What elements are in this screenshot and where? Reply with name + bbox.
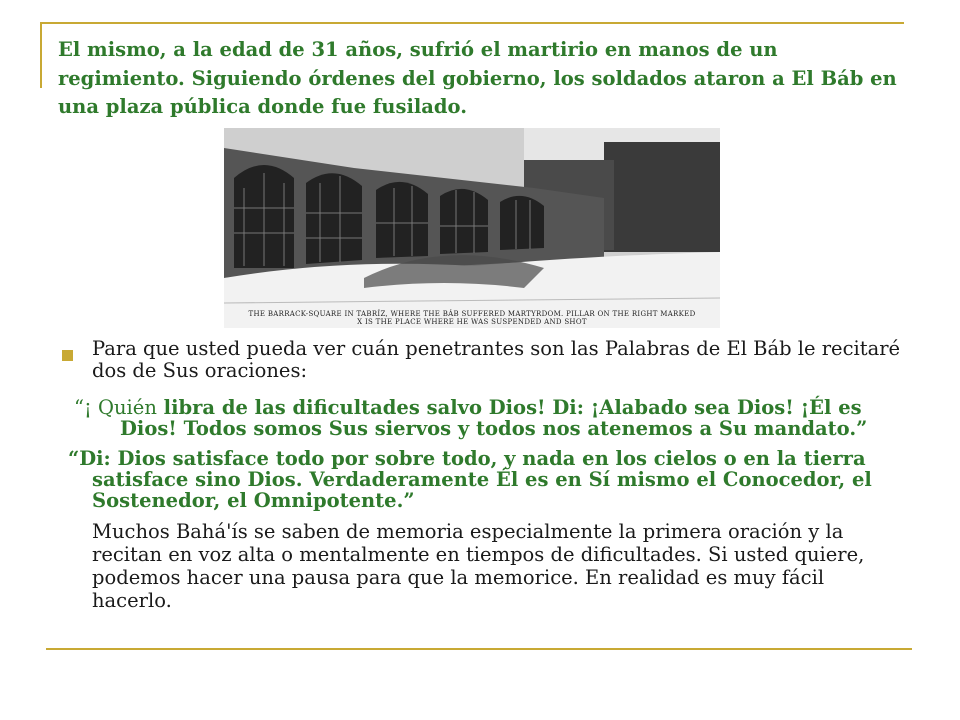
caption-line-2: X IS THE PLACE WHERE HE WAS SUSPENDED AND SHOT bbox=[357, 318, 587, 326]
top-rule-vertical bbox=[40, 22, 42, 88]
prayer-quote-2: “Di: Dios satisface todo por sobre todo, y nada en los cielos o en la tierra satisface sino Dios. Verdaderamente Él es en Sí mismo el Conocedor, el Sostenedor, el Omnipotente.” bbox=[68, 447, 872, 512]
historical-photo bbox=[224, 128, 720, 328]
prayer-quote-1-text: libra de las dificultades salvo Dios! Di: ¡Alabado sea Dios! ¡Él es Dios! Todos somos Sus siervos y todos nos atenemos a Su mandato.” bbox=[120, 396, 868, 440]
barrack-square-image bbox=[224, 128, 720, 328]
caption-line-1: THE BARRACK-SQUARE IN TABRÍZ, WHERE THE BÁB SUFFERED MARTYRDOM. PILLAR ON THE RIGHT MARKED bbox=[248, 310, 696, 318]
intro-paragraph: Para que usted pueda ver cuán penetrantes son las Palabras de El Báb le recitaré dos de Sus oraciones: bbox=[92, 337, 901, 382]
photo-caption bbox=[224, 310, 720, 326]
prayer-quote-1-opening: “¡ Quién bbox=[74, 396, 157, 419]
bullet-square-icon bbox=[62, 350, 73, 361]
closing-paragraph: Muchos Bahá'ís se saben de memoria especialmente la primera oración y la recitan en voz alta o mentalmente en tiempos de dificultades. Si usted quiere, podemos hacer una pausa para que la memorice. En realidad es muy fácil hacerlo. bbox=[92, 520, 865, 612]
top-rule-horizontal bbox=[40, 22, 904, 24]
prayer-quote-1 bbox=[74, 397, 912, 439]
slide-title: El mismo, a la edad de 31 años, sufrió el martirio en manos de un regimiento. Siguiendo órdenes del gobierno, los soldados ataron a El Báb en una plaza pública donde fue fusilado. bbox=[58, 38, 897, 118]
bottom-rule bbox=[46, 648, 912, 650]
